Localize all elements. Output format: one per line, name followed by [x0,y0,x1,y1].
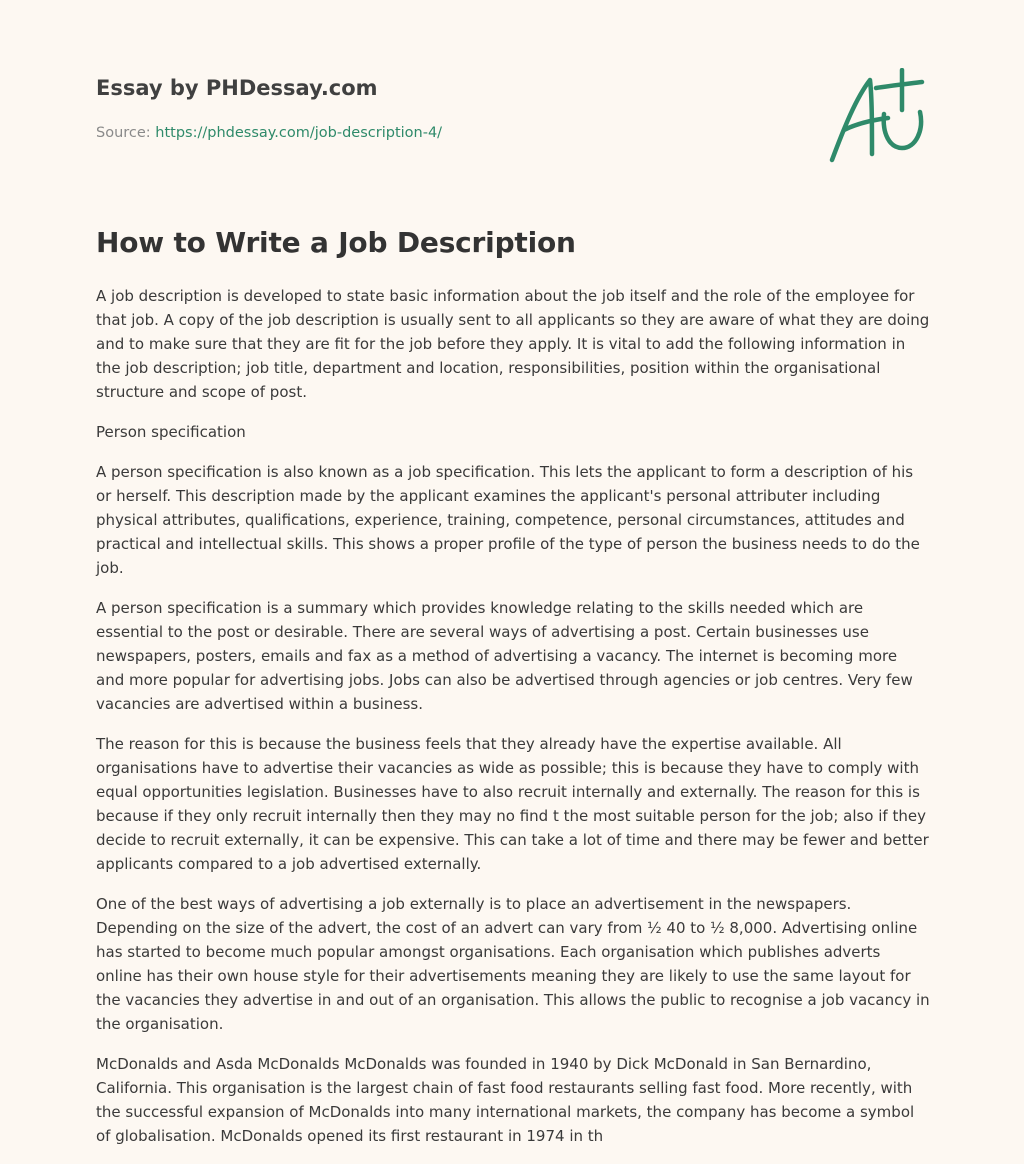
body-paragraph: A person specification is a summary which provides knowledge relating to the skills needed which are essential to the post or desirable. There are several ways of advertising a post. Certain businesses use newspapers, posters, emails and fax as a method of advertising a vacancy. The internet is becoming more and more popular for advertising jobs. Jobs can also be advertised through agencies or job centres. Very few vacancies are advertised within a business. [96,599,913,713]
body-paragraph: A person specification is also known as a job specification. This lets the applicant to form a description of his or herself. This description made by the applicant examines the applicant's personal attributer including physical attributes, qualifications, experience, training, competence, personal circumstances, attitudes and practical and intellectual skills. This shows a proper profile of the type of person the business needs to do the job. [96,463,920,577]
source-line [96,125,442,141]
body-paragraph: The reason for this is because the business feels that they already have the expertise available. All organisations have to advertise their vacancies as wide as possible; this is because they have to comply with equal opportunities legislation. Businesses have to also recruit internally and externally. The reason for this is because if they only recruit internally then they may no find t the most suitable person for the job; also if they decide to recruit externally, it can be expensive. This can take a lot of time and there may be fewer and better applicants compared to a job advertised externally. [96,735,929,873]
site-brand: Essay by PHDessay.com [96,76,378,100]
body-paragraph: One of the best ways of advertising a job externally is to place an advertisement in the newspapers. Depending on the size of the advert, the cost of an advert can vary from ½ 40 to ½ 8,000. Advertising online has started to become much popular amongst organisations. Each organisation which publishes adverts online has their own house style for their advertisements meaning they are likely to use the same layout for the vacancies they advertise in and out of an organisation. This allows the public to recognise a job vacancy in the organisation. [96,895,930,1033]
essay-body [96,284,930,1164]
a-plus-logo-icon [822,68,926,164]
page-header [96,76,928,186]
body-paragraph: McDonalds and Asda McDonalds McDonalds was founded in 1940 by Dick McDonald in San Bernardino, California. This organisation is the largest chain of fast food restaurants selling fast food. More recently, with the successful expansion of McDonalds into many international markets, the company has become a symbol of globalisation. McDonalds opened its first restaurant in 1974 in th [96,1055,915,1145]
section-subheading: Person specification [96,423,246,441]
source-link[interactable]: https://phdessay.com/job-description-4/ [155,125,443,141]
body-paragraph: A job description is developed to state basic information about the job itself and the role of the employee for that job. A copy of the job description is usually sent to all applicants so they are aware of what they are doing and to make sure that they are fit for the job before they apply. It is vital to add the following information in the job description; job title, department and location, responsibilities, position within the organisational structure and scope of post. [96,287,930,401]
essay-title: How to Write a Job Description [96,226,576,259]
source-label: Source: [96,125,151,141]
